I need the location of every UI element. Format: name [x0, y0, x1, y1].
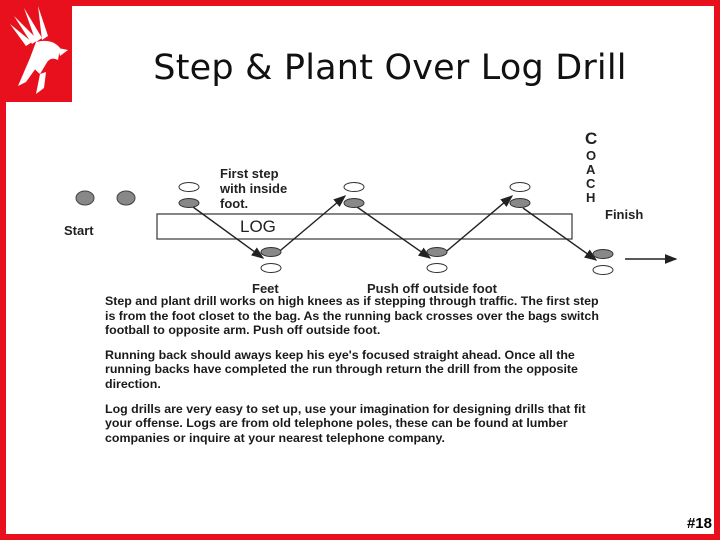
description-paragraph-2: Running back should aways keep his eye's focused straight ahead. Once all the running backs have completed the run through return the drill from the opposite direction. [105, 347, 578, 391]
path-segment-5 [523, 208, 596, 260]
description-paragraph-1: Step and plant drill works on high knees as if stepping through traffic. The first step is from the foot closet to the bag. As the running back crosses over the bags switch football to opposite arm. Push off outside foot. [105, 294, 599, 338]
feet-label: Feet [252, 281, 279, 296]
path-segment-2 [275, 196, 345, 255]
push-off-label: Push off outside foot [367, 281, 497, 296]
log-label: LOG [240, 217, 276, 236]
drill-description [105, 294, 610, 455]
start-label: Start [64, 223, 94, 238]
start-mark-2 [117, 191, 135, 205]
foot-mark-filled [179, 199, 199, 208]
slide-title: Step & Plant Over Log Drill [153, 48, 627, 88]
slide-number: #18 [686, 515, 712, 532]
foot-mark-open [427, 264, 447, 273]
first-step-label-line-1: First step [220, 166, 279, 181]
coach-letter-o: O [586, 148, 597, 163]
foot-mark-open [593, 266, 613, 275]
finish-label: Finish [605, 207, 644, 222]
path-segment-4 [442, 196, 512, 255]
foot-mark-open [179, 183, 199, 192]
coach-letter-h: H [586, 190, 596, 205]
foot-mark-open [510, 183, 530, 192]
foot-mark-open [261, 264, 281, 273]
first-step-label-line-3: foot. [220, 196, 249, 211]
coach-letter-a: A [586, 162, 596, 177]
start-mark-1 [76, 191, 94, 205]
foot-mark-filled [427, 248, 447, 257]
first-step-label-line-2: with inside [220, 181, 288, 196]
foot-mark-filled [593, 250, 613, 259]
description-paragraph-3: Log drills are very easy to set up, use your imagination for designing drills that fit your offense. Logs are from old telephone poles, these can be found at lumber companies or inquire at your nearest telephone company. [105, 401, 586, 445]
coach-letter-c: C [585, 129, 598, 148]
foot-mark-filled [344, 199, 364, 208]
coach-letter-c2: C [586, 176, 596, 191]
foot-mark-filled [261, 248, 281, 257]
foot-mark-filled [510, 199, 530, 208]
foot-mark-open [344, 183, 364, 192]
